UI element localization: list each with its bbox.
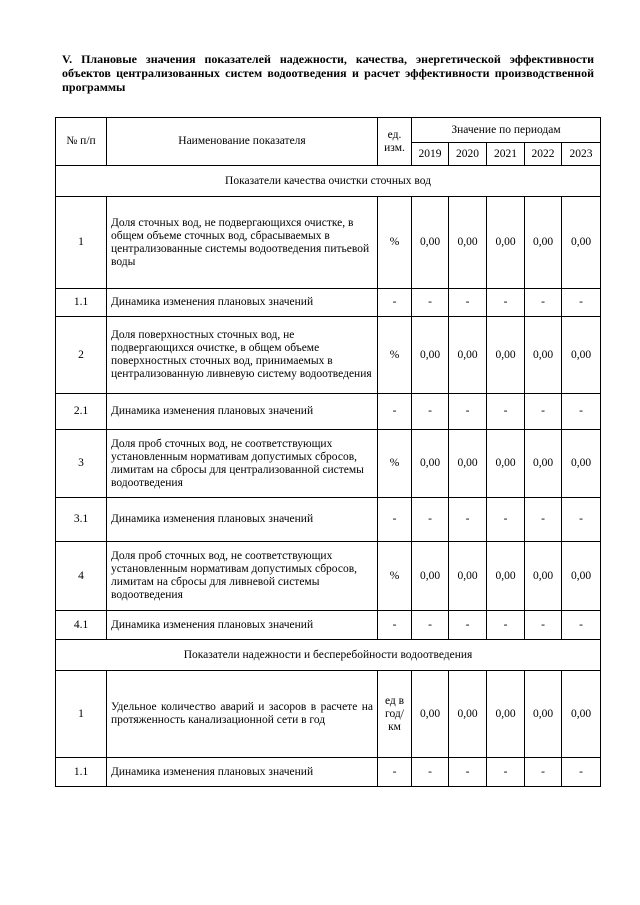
row-unit: %: [378, 317, 412, 394]
section-title: Показатели качества очистки сточных вод: [56, 166, 601, 197]
table-row: [56, 289, 601, 317]
table-row: [56, 498, 601, 542]
row-value: 0,00: [487, 197, 525, 289]
row-number: 1.1: [56, 758, 107, 787]
row-value: -: [562, 611, 601, 640]
row-value: -: [449, 498, 487, 542]
row-indicator-name: Динамика изменения плановых значений: [107, 498, 378, 542]
row-unit: %: [378, 430, 412, 498]
row-value: -: [449, 611, 487, 640]
row-unit: ед в год/ км: [378, 671, 412, 758]
table-row: [56, 671, 601, 758]
row-value: -: [487, 758, 525, 787]
row-value: 0,00: [487, 317, 525, 394]
row-number: 2: [56, 317, 107, 394]
row-value: 0,00: [525, 197, 562, 289]
row-unit: -: [378, 289, 412, 317]
row-indicator-name: Доля поверхностных сточных вод, не подвергающихся очистке, в общем объеме поверхностных сточных вод, принимаемых в централизованную ливневую систему водоотведения: [107, 317, 378, 394]
row-indicator-name: Удельное количество аварий и засоров в расчете на протяженность канализационной сети в год: [107, 671, 378, 758]
row-value: -: [525, 758, 562, 787]
row-value: -: [487, 394, 525, 430]
row-value: -: [487, 289, 525, 317]
row-value: -: [562, 394, 601, 430]
row-value: 0,00: [525, 671, 562, 758]
row-value: 0,00: [412, 671, 449, 758]
table-row: [56, 758, 601, 787]
section-row: [56, 166, 601, 197]
row-indicator-name: Динамика изменения плановых значений: [107, 289, 378, 317]
row-value: 0,00: [412, 542, 449, 611]
row-value: 0,00: [487, 671, 525, 758]
row-unit: %: [378, 542, 412, 611]
section-title: Показатели надежности и бесперебойности водоотведения: [56, 640, 601, 671]
row-value: -: [525, 289, 562, 317]
row-value: 0,00: [562, 317, 601, 394]
table-row: [56, 317, 601, 394]
row-value: -: [525, 498, 562, 542]
row-indicator-name: Доля проб сточных вод, не соответствующих установленным нормативам допустимых сбросов, лимитам на сбросы для централизованной системы водоотведения: [107, 430, 378, 498]
row-value: 0,00: [562, 542, 601, 611]
row-indicator-name: Доля проб сточных вод, не соответствующих установленным нормативам допустимых сбросов, лимитам на сбросы для ливневой системы водоотведения: [107, 542, 378, 611]
row-value: 0,00: [487, 430, 525, 498]
row-unit: -: [378, 394, 412, 430]
row-value: -: [412, 394, 449, 430]
row-value: 0,00: [449, 317, 487, 394]
row-value: 0,00: [412, 430, 449, 498]
row-number: 1: [56, 671, 107, 758]
row-value: -: [449, 394, 487, 430]
row-indicator-name: Доля сточных вод, не подвергающихся очистке, в общем объеме сточных вод, сбрасываемых в централизованные системы водоотведения питьевой воды: [107, 197, 378, 289]
header-year: 2021: [487, 143, 525, 166]
row-number: 3.1: [56, 498, 107, 542]
row-value: -: [525, 611, 562, 640]
row-value: 0,00: [562, 671, 601, 758]
row-indicator-name: Динамика изменения плановых значений: [107, 394, 378, 430]
row-value: -: [412, 611, 449, 640]
table-row: [56, 542, 601, 611]
table-row: [56, 394, 601, 430]
table-row: [56, 430, 601, 498]
row-number: 4.1: [56, 611, 107, 640]
row-number: 2.1: [56, 394, 107, 430]
row-number: 1: [56, 197, 107, 289]
row-value: 0,00: [449, 430, 487, 498]
row-value: -: [562, 758, 601, 787]
row-value: 0,00: [525, 317, 562, 394]
row-unit: -: [378, 498, 412, 542]
row-value: -: [412, 758, 449, 787]
row-value: -: [487, 611, 525, 640]
row-value: 0,00: [562, 430, 601, 498]
row-value: -: [412, 498, 449, 542]
header-num: № п/п: [56, 118, 107, 166]
row-unit: -: [378, 611, 412, 640]
row-value: -: [525, 394, 562, 430]
header-year: 2022: [525, 143, 562, 166]
row-value: -: [562, 498, 601, 542]
page-heading: V. Плановые значения показателей надежности, качества, энергетической эффективности объектов централизованных систем водоотведения и расчет эффективности производственной программы: [62, 52, 594, 94]
row-value: 0,00: [487, 542, 525, 611]
row-value: -: [449, 289, 487, 317]
header-year: 2020: [449, 143, 487, 166]
header-name: Наименование показателя: [107, 118, 378, 166]
row-value: -: [562, 289, 601, 317]
row-number: 1.1: [56, 289, 107, 317]
row-unit: -: [378, 758, 412, 787]
row-indicator-name: Динамика изменения плановых значений: [107, 611, 378, 640]
row-value: 0,00: [412, 197, 449, 289]
row-value: -: [449, 758, 487, 787]
row-value: 0,00: [449, 542, 487, 611]
row-value: 0,00: [449, 671, 487, 758]
row-value: -: [412, 289, 449, 317]
row-value: 0,00: [449, 197, 487, 289]
row-value: -: [487, 498, 525, 542]
row-value: 0,00: [525, 542, 562, 611]
row-number: 4: [56, 542, 107, 611]
row-value: 0,00: [412, 317, 449, 394]
header-unit: ед. изм.: [378, 118, 412, 166]
table-row: [56, 611, 601, 640]
row-number: 3: [56, 430, 107, 498]
table-row: [56, 197, 601, 289]
row-unit: %: [378, 197, 412, 289]
row-value: 0,00: [525, 430, 562, 498]
header-row: [56, 118, 601, 143]
header-year: 2019: [412, 143, 449, 166]
header-year: 2023: [562, 143, 601, 166]
row-value: 0,00: [562, 197, 601, 289]
section-row: [56, 640, 601, 671]
row-indicator-name: Динамика изменения плановых значений: [107, 758, 378, 787]
indicators-table: [55, 117, 601, 787]
header-periods-title: Значение по периодам: [412, 118, 601, 143]
